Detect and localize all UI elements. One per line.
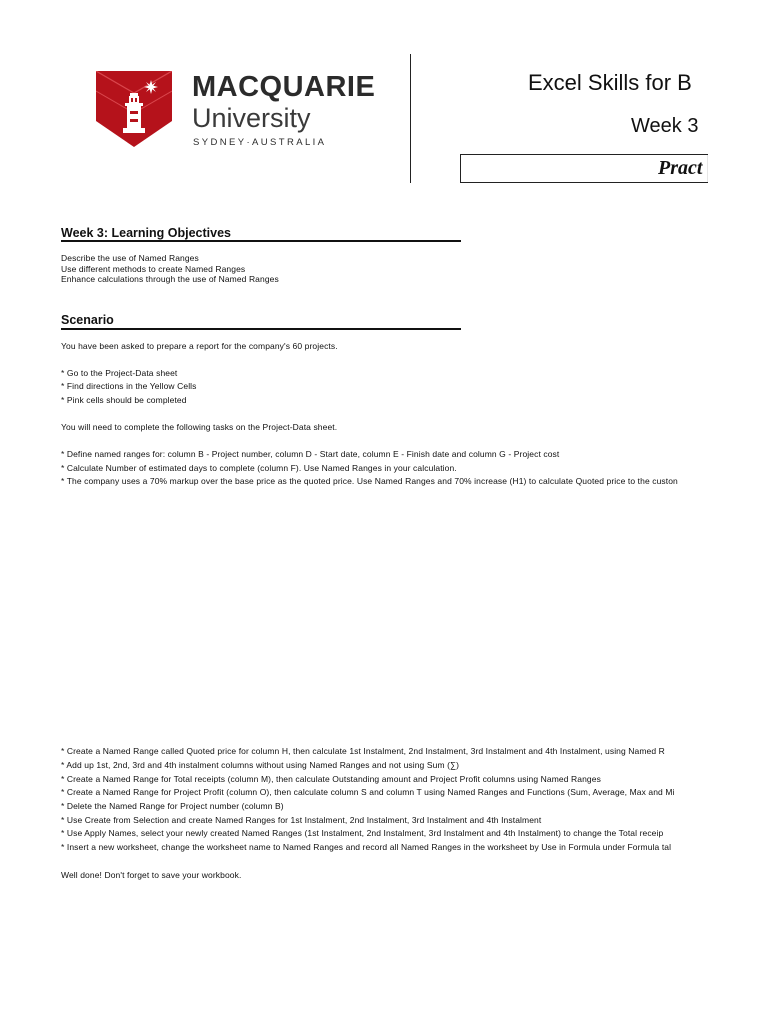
header-divider [410,54,411,183]
scenario-rule [61,328,461,330]
course-title: Excel Skills for B [528,70,692,95]
task-item: * Add up 1st, 2nd, 3rd and 4th instalment columns without using Named Ranges and not using Sum (∑) [61,760,460,770]
task-item: * Use Create from Selection and create Named Ranges for 1st Instalment, 2nd Instalment, 3rd Instalment and 4th Instalment [61,815,542,825]
task-item: * Insert a new worksheet, change the worksheet name to Named Ranges and record all Named Ranges in the worksheet by Use in Formula under Formula tal [61,842,672,852]
tasks-intro: You will need to complete the following tasks on the Project-Data sheet. [61,422,338,432]
task-item: * Create a Named Range called Quoted price for column H, then calculate 1st Instalment, 2nd Instalment, 3rd Instalment and 4th Instalment, using Named R [61,746,665,756]
brand-name: MACQUARIE [192,71,376,103]
direction-item: * Find directions in the Yellow Cells [61,381,197,391]
brand-location: SYDNEY·AUSTRALIA [193,137,327,148]
task-item: * Use Apply Names, select your newly created Named Ranges (1st Instalment, 2nd Instalment, 3rd Instalment and 4th Instalment) to change the Total receip [61,828,664,838]
task-item: * Define named ranges for: column B - Project number, column D - Start date, column E - Finish date and column G - Project cost [61,449,560,459]
direction-item: * Go to the Project-Data sheet [61,368,178,378]
scenario-heading: Scenario [61,313,114,327]
brand-subtitle: University [192,103,311,133]
closing-note: Well done! Don't forget to save your workbook. [61,870,242,880]
task-item: * The company uses a 70% markup over the base price as the quoted price. Use Named Ranges and 70% increase (H1) to calculate Quoted price to the custon [61,476,678,486]
practice-label: Pract [658,157,703,179]
task-item: * Delete the Named Range for Project number (column B) [61,801,284,811]
scenario-intro: You have been asked to prepare a report for the company's 60 projects. [61,341,338,351]
objective-item: Enhance calculations through the use of Named Ranges [61,274,279,284]
direction-item: * Pink cells should be completed [61,395,187,405]
objectives-rule [61,240,461,242]
brand-text-block [96,71,396,151]
task-item: * Calculate Number of estimated days to complete (column F). Use Named Ranges in your calculation. [61,463,457,473]
task-item: * Create a Named Range for Project Profit (column O), then calculate column S and column T using Named Ranges and Functions (Sum, Average, Max and Mi [61,787,675,797]
objective-item: Use different methods to create Named Ranges [61,264,246,274]
week-title: Week 3 [631,115,699,137]
task-item: * Create a Named Range for Total receipts (column M), then calculate Outstanding amount and Project Profit columns using Named Ranges [61,774,601,784]
objective-item: Describe the use of Named Ranges [61,253,199,263]
objectives-heading: Week 3: Learning Objectives [61,226,231,240]
